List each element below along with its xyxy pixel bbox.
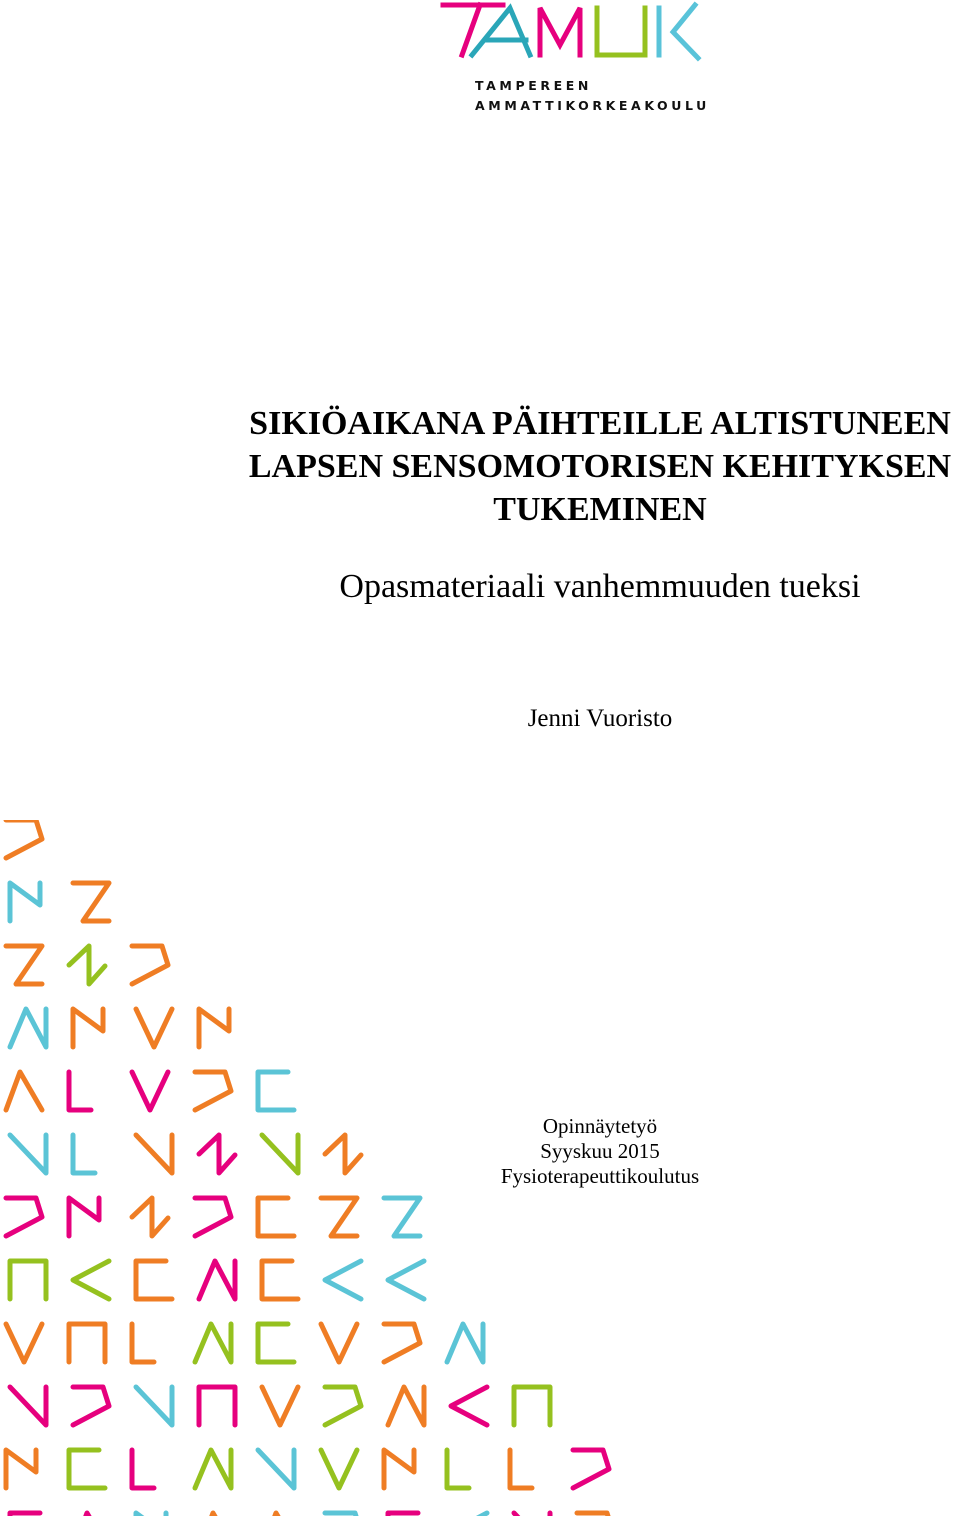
pattern-glyph — [195, 1072, 231, 1110]
pattern-glyph — [73, 1387, 109, 1425]
pattern-glyph — [132, 1198, 168, 1236]
pattern-glyph — [195, 1450, 231, 1488]
logo-line-2: AMMATTIKORKEAKOULU — [475, 98, 710, 113]
pattern-glyph — [388, 1261, 424, 1299]
pattern-glyph — [73, 1261, 109, 1299]
pattern-glyph — [6, 1324, 42, 1362]
title-line-1: SIKIÖAIKANA PÄIHTEILLE ALTISTUNEEN — [249, 405, 951, 442]
document-subtitle: Opasmateriaali vanhemmuuden tueksi — [339, 568, 861, 605]
logo-letter-a — [472, 8, 530, 55]
pattern-glyph — [69, 1198, 99, 1236]
pattern-glyph — [69, 1324, 105, 1362]
pattern-glyph — [199, 1387, 235, 1425]
degree-programme: Fysioterapeuttikoulutus — [500, 1164, 700, 1188]
pattern-glyph — [447, 1450, 469, 1488]
document-title — [0, 402, 960, 531]
pattern-glyph — [132, 1324, 154, 1362]
pattern-glyph — [384, 1324, 420, 1362]
pattern-glyph — [262, 1261, 298, 1299]
pattern-glyph — [6, 1198, 42, 1236]
pattern-glyph — [136, 1387, 172, 1425]
pattern-glyph — [447, 1324, 483, 1362]
decorative-glyph-pattern — [0, 820, 700, 1516]
pattern-glyph — [195, 1198, 231, 1236]
logo-letter-m — [540, 8, 580, 55]
pattern-glyph — [6, 946, 42, 984]
pattern-glyph — [321, 1198, 357, 1236]
pattern-glyph — [199, 1009, 229, 1047]
thesis-date: Syyskuu 2015 — [540, 1139, 660, 1163]
pattern-glyph — [6, 1072, 42, 1110]
pattern-glyph — [388, 1387, 424, 1425]
pattern-glyph — [136, 1135, 172, 1173]
pattern-glyph — [514, 1387, 550, 1425]
pattern-glyph — [10, 1009, 46, 1047]
pattern-glyph — [199, 1261, 235, 1299]
author-name: Jenni Vuoristo — [527, 705, 673, 732]
pattern-glyph — [384, 1450, 414, 1488]
logo-letter-u — [597, 8, 645, 55]
pattern-glyph — [132, 1450, 154, 1488]
pattern-glyph — [325, 1387, 361, 1425]
pattern-glyph — [384, 1198, 420, 1236]
pattern-glyph — [258, 1324, 294, 1362]
pattern-glyph — [10, 883, 40, 921]
pattern-glyph — [73, 1135, 95, 1173]
pattern-glyph — [573, 1450, 609, 1488]
pattern-glyph — [10, 1135, 46, 1173]
pattern-glyph — [69, 1072, 91, 1110]
title-line-3: TUKEMINEN — [493, 491, 707, 528]
pattern-glyph — [258, 1198, 294, 1236]
pattern-glyph — [10, 1261, 46, 1299]
pattern-glyph — [69, 946, 105, 984]
pattern-glyph — [325, 1135, 361, 1173]
pattern-glyph — [6, 1450, 36, 1488]
pattern-glyph — [136, 1261, 172, 1299]
pattern-glyph — [73, 883, 109, 921]
logo-line-1: TAMPEREEN — [475, 78, 592, 93]
title-line-2: LAPSEN SENSOMOTORISEN KEHITYKSEN — [248, 448, 952, 485]
pattern-glyph — [195, 1324, 231, 1362]
pattern-glyph — [321, 1324, 357, 1362]
pattern-glyph — [451, 1387, 487, 1425]
pattern-glyph — [132, 946, 168, 984]
pattern-glyph — [6, 820, 42, 858]
pattern-glyph — [10, 1387, 46, 1425]
pattern-glyph — [199, 1135, 235, 1173]
pattern-glyph — [262, 1135, 298, 1173]
pattern-glyph — [325, 1261, 361, 1299]
pattern-glyph — [73, 1009, 103, 1047]
pattern-glyph — [258, 1072, 294, 1110]
pattern-glyph — [136, 1009, 172, 1047]
pattern-glyph — [262, 1387, 298, 1425]
pattern-glyph — [258, 1450, 294, 1488]
pattern-glyph — [69, 1450, 105, 1488]
thesis-type: Opinnäytetyö — [542, 1114, 658, 1138]
pattern-glyph — [132, 1072, 168, 1110]
logo-letter-k — [659, 5, 698, 58]
pattern-glyph — [321, 1450, 357, 1488]
pattern-glyph — [510, 1450, 532, 1488]
